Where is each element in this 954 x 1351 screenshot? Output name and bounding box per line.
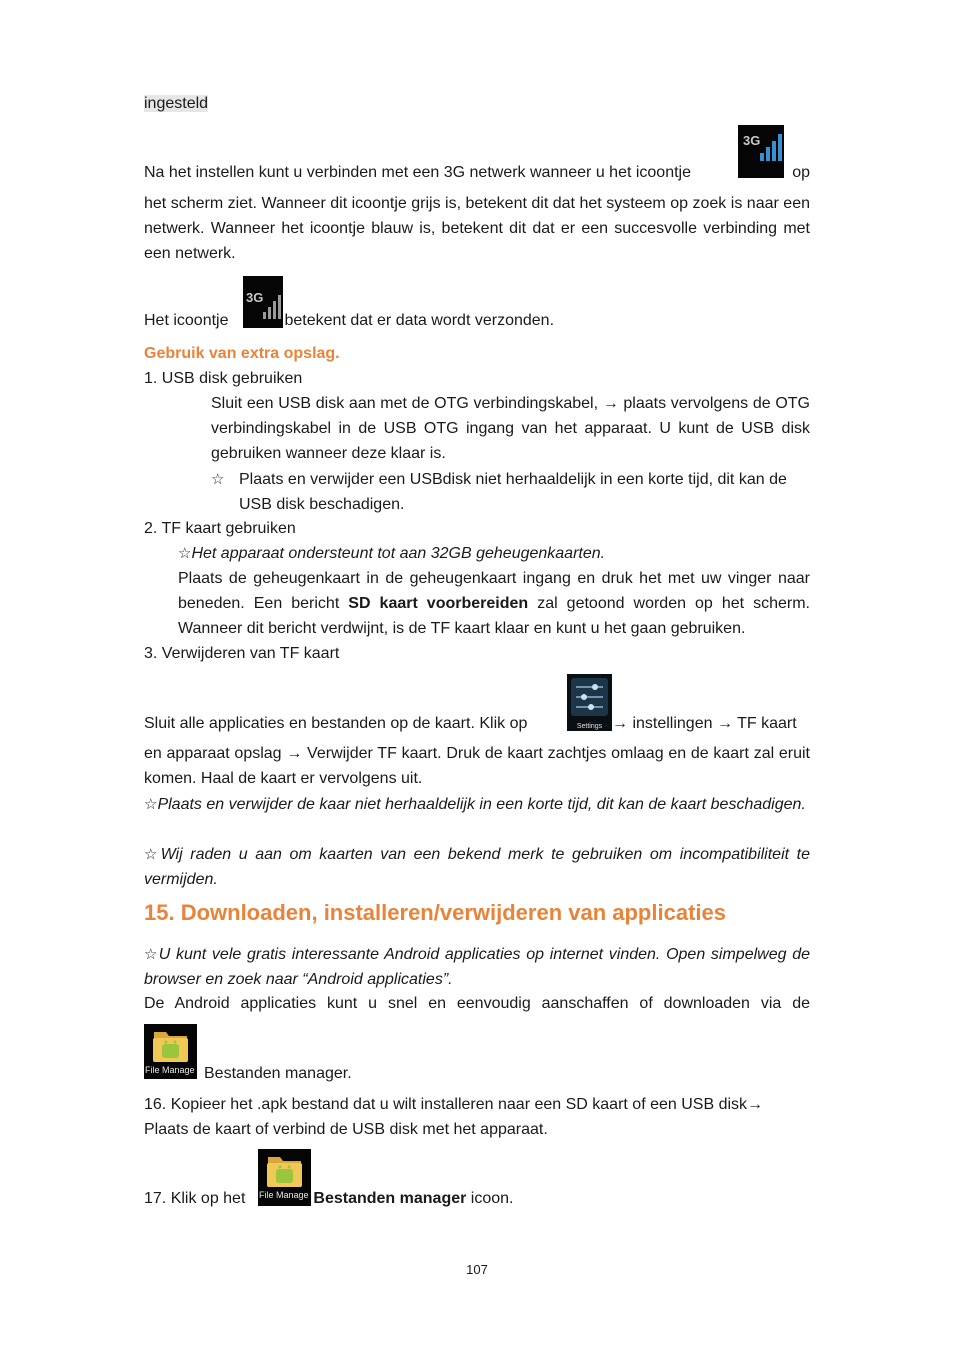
3g-paragraph-line1: Na het instellen kunt u verbinden met een 3G netwerk wanneer u het icoontje op: [144, 164, 810, 181]
star-icon: ☆: [144, 796, 158, 813]
file-manager-icon: [144, 1024, 197, 1079]
subheading-extra-storage: Gebruik van extra opslag.: [144, 345, 340, 362]
section-15-body2: Bestanden manager.: [204, 1065, 352, 1082]
star-icon: ☆: [211, 471, 225, 488]
step-17: 17. Klik op het Bestanden manager icoon.: [144, 1190, 514, 1207]
remove-tf-line1: Sluit alle applicaties en bestanden op de kaart. Klik op → instellingen → TF kaart: [144, 715, 797, 732]
star-icon: ☆: [178, 545, 192, 562]
svg-text:3G: 3G: [743, 133, 761, 148]
remove-tf-body: en apparaat opslag → Verwijder TF kaart. Druk de kaart zachtjes omlaag en de kaart zal eruit komen. Haal de kaart er vervolgens uit.: [144, 745, 810, 787]
tf-body: Plaats de geheugenkaart in de geheugenkaart ingang en druk het met uw vinger naar beneden. Een bericht SD kaart voorbereiden zal getoond worden op het scherm. Wanneer dit bericht verdwijnt, is de TF kaart klaar en kunt u het gaan gebruiken.: [178, 570, 810, 637]
page-number: 107: [466, 1262, 488, 1277]
section-15-title: 15. Downloaden, installeren/verwijderen van applicaties: [144, 900, 726, 925]
section-15-note: ☆U kunt vele gratis interessante Android applicaties op internet vinden. Open simpelweg de browser en zoek naar “Android applicaties”.: [144, 946, 811, 988]
remove-tf-note1: ☆Plaats en verwijder de kaar niet herhaaldelijk in een korte tijd, dit kan de kaart beschadigen.: [144, 796, 806, 813]
tf-title: 2. TF kaart gebruiken: [144, 520, 296, 537]
leading-text: ingesteld: [144, 95, 209, 112]
section-15-body: De Android applicaties kunt u snel en eenvoudig aanschaffen of downloaden via de: [144, 995, 810, 1012]
star-icon: ☆: [144, 946, 159, 963]
remove-tf-note2: ☆Wij raden u aan om kaarten van een bekend merk te gebruiken om incompatibiliteit te vermijden.: [144, 846, 810, 888]
svg-text:Settings: Settings: [576, 723, 603, 730]
svg-text:3G: 3G: [246, 290, 264, 305]
usb-title: 1. USB disk gebruiken: [144, 370, 303, 387]
3g-paragraph-body: het scherm ziet. Wanneer dit icoontje grijs is, betekent dit dat het systeem op zoek is naar een netwerk. Wanneer het icoontje blauw is, betekent dit dat er een succesvolle verbinding met een netwerk.: [144, 195, 810, 262]
usb-note: ☆ Plaats en verwijder een USBdisk niet herhaaldelijk in een korte tijd, dit kan de USB disk beschadigen.: [211, 467, 810, 517]
svg-text:File Manage: File Manage: [145, 1065, 195, 1075]
tf-note: ☆Het apparaat ondersteunt tot aan 32GB geheugenkaarten.: [178, 545, 606, 562]
svg-text:File Manage: File Manage: [259, 1190, 309, 1200]
usb-body: Sluit een USB disk aan met de OTG verbindingskabel, → plaats vervolgens de OTG verbindingskabel in de USB OTG ingang van het apparaat. U kunt de USB disk gebruiken wanneer deze klaar is.: [211, 395, 810, 462]
remove-tf-title: 3. Verwijderen van TF kaart: [144, 645, 340, 662]
star-icon: ☆: [144, 846, 161, 863]
step-16: 16. Kopieer het .apk bestand dat u wilt installeren naar een SD kaart of een USB disk→ Plaats de kaart of verbind de USB disk met het apparaat.: [144, 1096, 764, 1138]
data-icon-paragraph: Het icoontje betekent dat er data wordt verzonden.: [144, 312, 555, 329]
